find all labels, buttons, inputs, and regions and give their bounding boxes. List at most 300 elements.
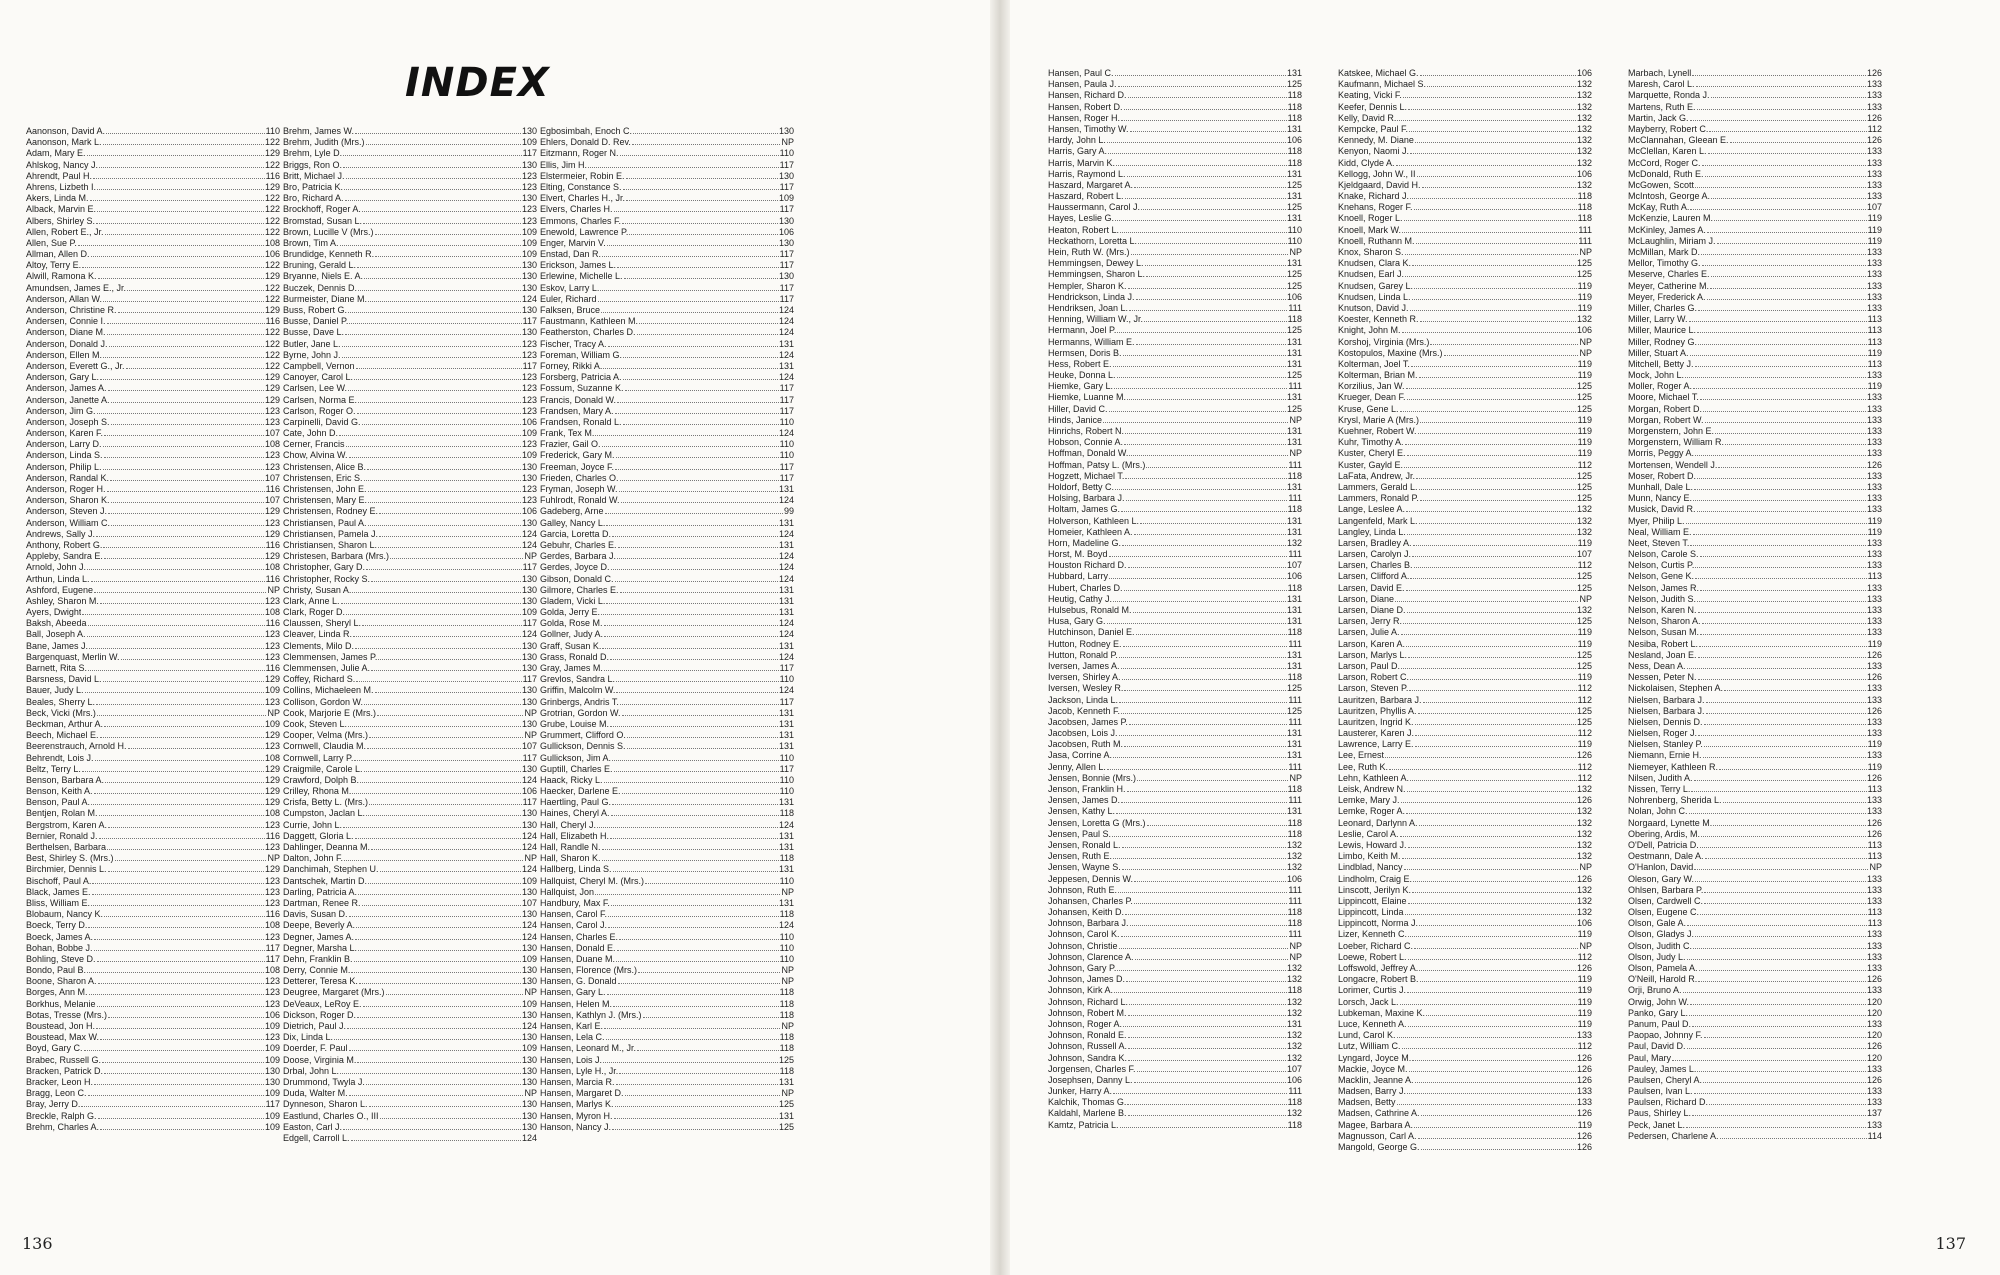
entry-name: Holsing, Barbara J.: [1048, 493, 1125, 504]
leader-dots: [1409, 131, 1576, 132]
leader-dots: [1686, 1127, 1866, 1128]
leader-dots: [82, 614, 264, 615]
leader-dots: [1129, 455, 1288, 456]
leader-dots: [1119, 657, 1286, 658]
leader-dots: [104, 457, 264, 458]
leader-dots: [102, 1062, 264, 1063]
index-entry: [1048, 527, 1302, 538]
entry-page: 124: [778, 618, 794, 629]
index-entry: [26, 160, 280, 171]
entry-name: Mangold, George G.: [1338, 1142, 1420, 1152]
entry-name: Olson, Gladys J.: [1628, 929, 1695, 940]
entry-page: 122: [264, 215, 280, 226]
entry-page: 122: [264, 193, 280, 204]
entry-page: 123: [264, 461, 280, 472]
entry-name: Larson, Diane: [1338, 593, 1395, 604]
entry-name: Morris, Peggy A.: [1628, 448, 1695, 459]
entry-name: Christensen, Rodney E.: [283, 506, 379, 517]
leader-dots: [1134, 903, 1287, 904]
leader-dots: [380, 871, 521, 872]
entry-name: Bentjen, Rolan M.: [26, 808, 98, 819]
leader-dots: [1692, 1115, 1866, 1116]
index-entry: [1048, 1120, 1302, 1131]
entry-name: Jensen, Ruth E.: [1048, 851, 1113, 862]
index-entry: [540, 1066, 794, 1077]
index-entry: [1338, 773, 1592, 784]
index-entry: [1338, 974, 1592, 985]
entry-page: 106: [1286, 873, 1302, 884]
index-entry: [1628, 672, 1882, 683]
entry-name: Hansen, Timothy W.: [1048, 123, 1129, 134]
entry-page: 118: [779, 853, 794, 864]
leader-dots: [379, 536, 521, 537]
index-entry: [1628, 929, 1882, 940]
entry-name: Hemmingsen, Sharon L.: [1048, 269, 1146, 280]
entry-name: Anderson, Allan W.: [26, 293, 103, 304]
index-entry: [540, 987, 794, 998]
leader-dots: [1695, 567, 1866, 568]
index-entry: [1048, 236, 1302, 247]
leader-dots: [614, 211, 779, 212]
entry-page: 130: [521, 159, 537, 170]
index-entry: [1048, 225, 1302, 236]
leader-dots: [618, 983, 781, 984]
entry-page: 133: [1866, 795, 1882, 806]
entry-page: 124: [778, 428, 794, 439]
leader-dots: [610, 659, 778, 660]
index-entry: [283, 898, 537, 909]
index-entry: [283, 271, 537, 282]
entry-name: Johnson, Clarence A.: [1048, 951, 1134, 962]
index-entry: [540, 999, 794, 1010]
leader-dots: [619, 491, 778, 492]
entry-name: Longacre, Robert B.: [1338, 974, 1419, 985]
index-entry: [1048, 146, 1302, 157]
entry-page: 109: [521, 237, 537, 248]
index-entry: [283, 193, 537, 204]
leader-dots: [87, 569, 264, 570]
entry-name: Knox, Sharon S.: [1338, 247, 1404, 257]
entry-page: 133: [1866, 694, 1882, 705]
entry-page: 130: [521, 305, 537, 315]
leader-dots: [115, 860, 267, 861]
leader-dots: [1129, 724, 1287, 725]
index-entry: [26, 238, 280, 249]
index-entry: [540, 450, 794, 461]
entry-page: 125: [778, 1054, 794, 1065]
leader-dots: [1427, 86, 1576, 87]
leader-dots: [1407, 534, 1576, 535]
index-entry: [1048, 1030, 1302, 1041]
entry-page: 123: [521, 405, 537, 416]
leader-dots: [103, 681, 264, 682]
entry-name: Ahrens, Lizbeth I.: [26, 181, 97, 192]
index-entry: [540, 876, 794, 887]
entry-name: Byrne, John J.: [283, 349, 341, 360]
entry-page: 126: [1866, 817, 1882, 828]
entry-page: 130: [521, 909, 537, 920]
entry-name: Garcia, Loretta D.: [540, 528, 612, 539]
entry-name: Larson, Paul D.: [1338, 660, 1401, 671]
entry-page: 133: [1866, 549, 1882, 560]
leader-dots: [623, 189, 779, 190]
entry-page: 130: [521, 1054, 537, 1065]
leader-dots: [625, 1095, 781, 1096]
index-entry: [283, 876, 537, 887]
entry-page: 129: [264, 383, 280, 394]
leader-dots: [627, 748, 778, 749]
leader-dots: [1406, 590, 1576, 591]
leader-dots: [1412, 892, 1576, 893]
leader-dots: [1699, 646, 1867, 647]
entry-page: 122: [264, 349, 280, 360]
entry-name: Collins, Michaeleen M.: [283, 685, 374, 696]
entry-page: 119: [1867, 526, 1882, 537]
leader-dots: [103, 446, 264, 447]
entry-page: 133: [1866, 985, 1882, 996]
index-entry: [1048, 706, 1302, 717]
leader-dots: [103, 547, 264, 548]
leader-dots: [343, 167, 521, 168]
leader-dots: [1140, 523, 1286, 524]
index-entry: [1048, 829, 1302, 840]
entry-page: 125: [1576, 470, 1592, 481]
index-entry: [1338, 683, 1592, 694]
entry-name: Claussen, Sheryl L.: [283, 618, 362, 629]
index-entry: [1628, 616, 1882, 627]
entry-page: 132: [1576, 817, 1592, 828]
entry-name: Canoyer, Carol L.: [283, 372, 354, 383]
leader-dots: [1695, 578, 1867, 579]
entry-page: 119: [1577, 414, 1592, 425]
leader-dots: [620, 704, 779, 705]
index-entry: [1048, 918, 1302, 929]
index-entry: [1338, 616, 1592, 627]
leader-dots: [1685, 377, 1866, 378]
index-entry: [1048, 650, 1302, 661]
leader-dots: [1704, 746, 1867, 747]
index-entry: [1628, 236, 1882, 247]
index-entry: [1338, 437, 1592, 448]
index-entry: [1338, 784, 1592, 795]
index-entry: [1628, 180, 1882, 191]
index-entry: [540, 1077, 794, 1088]
page-title: INDEX: [405, 60, 550, 106]
leader-dots: [1407, 1093, 1576, 1094]
entry-name: Ohlsen, Barbara P.: [1628, 884, 1704, 895]
index-entry: [283, 417, 537, 428]
leader-dots: [1134, 1082, 1286, 1083]
entry-name: Gollner, Judy A.: [540, 629, 604, 640]
leader-dots: [1411, 366, 1577, 367]
entry-name: Norgaard, Lynette M.: [1628, 817, 1713, 828]
index-entry: [1628, 829, 1882, 840]
entry-page: 126: [1576, 1074, 1592, 1085]
entry-page: 124: [521, 1132, 537, 1143]
index-entry: [283, 450, 537, 461]
entry-page: 123: [264, 450, 280, 461]
entry-page: 123: [264, 897, 280, 908]
leader-dots: [1412, 299, 1577, 300]
index-entry: [540, 126, 794, 137]
entry-name: Griffin, Malcolm W.: [540, 685, 616, 696]
entry-name: Kolterman, Brian M.: [1338, 370, 1418, 381]
leader-dots: [1705, 422, 1866, 423]
entry-name: Johansen, Keith D.: [1048, 907, 1125, 918]
entry-page: 130: [521, 193, 537, 204]
leader-dots: [1415, 746, 1577, 747]
leader-dots: [1141, 209, 1286, 210]
leader-dots: [1407, 399, 1576, 400]
leader-dots: [1389, 769, 1577, 770]
leader-dots: [342, 346, 521, 347]
leader-dots: [1723, 802, 1866, 803]
entry-page: 133: [1866, 884, 1882, 895]
entry-name: Anderson, Steven J.: [26, 506, 108, 517]
leader-dots: [1120, 232, 1287, 233]
entry-name: Korzilius, Jan W.: [1338, 381, 1405, 392]
index-entry: [283, 965, 537, 976]
leader-dots: [91, 581, 265, 582]
entry-page: 118: [779, 1032, 794, 1043]
entry-name: Black, James E.: [26, 886, 91, 897]
entry-page: 132: [1576, 895, 1592, 906]
index-entry: [540, 1032, 794, 1043]
entry-name: Kruse, Gene L.: [1338, 403, 1399, 414]
index-entry: [540, 898, 794, 909]
index-entry: [1628, 974, 1882, 985]
entry-name: Leslie, Carol A.: [1338, 828, 1399, 839]
leader-dots: [604, 1028, 780, 1029]
index-entry: [26, 484, 280, 495]
index-entry: [1338, 213, 1592, 224]
entry-page: 132: [1576, 784, 1592, 794]
index-entry: [1338, 135, 1592, 146]
index-entry: [283, 999, 537, 1010]
leader-dots: [1414, 209, 1577, 210]
entry-name: Neet, Steven T.: [1628, 537, 1690, 548]
index-entry: [1048, 639, 1302, 650]
leader-dots: [364, 771, 521, 772]
entry-name: Bohling, Steve D.: [26, 953, 96, 964]
leader-dots: [348, 726, 521, 727]
entry-name: Miller, Charles G.: [1628, 302, 1698, 313]
entry-name: Duda, Walter M.: [283, 1088, 348, 1099]
entry-page: 133: [1866, 146, 1882, 157]
index-entry: [1628, 1131, 1882, 1142]
entry-name: Nohrenberg, Sherida L.: [1628, 795, 1722, 806]
entry-page: NP: [267, 584, 280, 595]
leader-dots: [1683, 992, 1866, 993]
entry-page: NP: [1289, 247, 1302, 257]
entry-page: 131: [778, 640, 794, 651]
leader-dots: [1401, 634, 1577, 635]
entry-name: Blobaum, Nancy K.: [26, 909, 104, 920]
index-entry: [1628, 1019, 1882, 1030]
leader-dots: [1402, 858, 1576, 859]
entry-name: Crilley, Rhona M.: [283, 786, 352, 797]
index-entry: [540, 842, 794, 853]
index-entry: [26, 439, 280, 450]
entry-page: 131: [778, 584, 794, 595]
leader-dots: [81, 1106, 264, 1107]
index-entry: [1628, 113, 1882, 124]
index-entry: [540, 428, 794, 439]
index-entry: [1338, 493, 1592, 504]
entry-name: Deepe, Beverly A.: [283, 920, 356, 931]
index-entry: [1048, 1108, 1302, 1119]
entry-name: Lyngard, Joyce M.: [1338, 1052, 1412, 1063]
entry-name: Anderson, Gary L.: [26, 372, 100, 383]
leader-dots: [1404, 220, 1577, 221]
entry-page: 118: [1287, 101, 1302, 112]
entry-page: 109: [521, 1043, 537, 1054]
entry-name: Appleby, Sandra E.: [26, 551, 103, 562]
entry-name: Christensen, Alice B.: [283, 461, 367, 472]
entry-name: Martin, Jack G.: [1628, 112, 1689, 123]
entry-name: Pauley, James L.: [1628, 1063, 1697, 1074]
entry-name: Johnson, Roger A.: [1048, 1018, 1123, 1029]
index-entry: [1048, 426, 1302, 437]
entry-name: Guptill, Charles E.: [540, 763, 613, 774]
entry-page: 110: [779, 774, 794, 785]
index-entry: [1048, 516, 1302, 527]
index-entry: [540, 920, 794, 931]
entry-name: Jensen, Ronald L.: [1048, 839, 1121, 850]
index-entry: [26, 137, 280, 148]
index-entry: [540, 540, 794, 551]
entry-name: Clark, Roger D.: [283, 607, 346, 618]
entry-name: Edgell, Carroll L.: [283, 1132, 350, 1143]
entry-name: Hinrichs, Robert N.: [1048, 426, 1125, 436]
leader-dots: [1418, 713, 1576, 714]
index-entry: [283, 484, 537, 495]
index-entry: [283, 1010, 537, 1021]
entry-page: 133: [1866, 1018, 1882, 1029]
entry-page: 133: [1866, 426, 1882, 436]
entry-page: 110: [779, 450, 794, 461]
leader-dots: [1415, 735, 1577, 736]
leader-dots: [95, 760, 264, 761]
entry-name: Doerder, F. Paul: [283, 1043, 348, 1054]
entry-page: 126: [1576, 963, 1592, 973]
leader-dots: [1128, 1060, 1286, 1061]
index-entry: [1338, 963, 1592, 974]
entry-page: NP: [781, 965, 794, 976]
entry-name: Johnson, Ruth E.: [1048, 884, 1118, 895]
index-entry: [1338, 1030, 1592, 1041]
entry-name: Iversen, Shirley A.: [1048, 672, 1121, 683]
entry-page: 132: [1286, 1052, 1302, 1063]
entry-name: Panum, Paul D.: [1628, 1018, 1692, 1029]
entry-name: Dartman, Renee R.: [283, 897, 361, 908]
leader-dots: [1118, 86, 1286, 87]
entry-name: McCord, Roger C.: [1628, 157, 1701, 168]
entry-page: 124: [778, 819, 794, 830]
entry-name: Jensen, Loretta G (Mrs.): [1048, 817, 1146, 828]
entry-page: 130: [521, 808, 537, 819]
entry-name: Butler, Jane L.: [283, 338, 341, 349]
index-entry: [1338, 1041, 1592, 1052]
entry-page: 132: [1576, 907, 1592, 918]
entry-page: 132: [1576, 135, 1592, 146]
entry-name: Horst, M. Boyd: [1048, 549, 1108, 560]
leader-dots: [349, 323, 521, 324]
entry-name: Briggs, Ron O.: [283, 159, 343, 170]
index-entry: [1048, 695, 1302, 706]
entry-name: Busse, Dave L.: [283, 327, 345, 338]
leader-dots: [96, 1028, 264, 1029]
leader-dots: [94, 950, 265, 951]
index-entry: [1628, 1086, 1882, 1097]
entry-name: Bergstrom, Karen A.: [26, 819, 108, 830]
entry-page: 132: [1286, 537, 1302, 548]
entry-name: Christensen, Mary E.: [283, 495, 368, 506]
entry-page: 124: [521, 830, 537, 841]
entry-page: 109: [264, 718, 280, 729]
entry-page: 133: [1576, 1030, 1592, 1041]
entry-name: Crisfa, Betty L. (Mrs.): [283, 797, 369, 808]
index-entry: [283, 350, 537, 361]
entry-page: NP: [1289, 414, 1302, 425]
entry-page: 131: [1286, 358, 1302, 369]
entry-name: Nielsen, Stanley P.: [1628, 739, 1703, 750]
entry-name: Grinbergs, Andris T.: [540, 696, 619, 707]
entry-page: 109: [521, 998, 537, 1009]
leader-dots: [349, 1095, 524, 1096]
entry-name: Bracken, Patrick D.: [26, 1065, 104, 1076]
index-entry: [283, 540, 537, 551]
leader-dots: [1419, 825, 1576, 826]
entry-name: Adam, Mary E.: [26, 148, 86, 159]
entry-page: 133: [1866, 873, 1882, 884]
entry-name: Kellogg, John W., II: [1338, 168, 1416, 179]
leader-dots: [1127, 791, 1287, 792]
entry-page: 118: [779, 998, 794, 1009]
entry-name: Ashford, Eugene: [26, 584, 94, 595]
entry-page: 112: [1577, 1041, 1592, 1052]
entry-name: Hutchinson, Daniel E.: [1048, 627, 1135, 638]
index-entry: [1338, 907, 1592, 918]
entry-name: Johnson, Sandra K.: [1048, 1052, 1128, 1063]
entry-page: 106: [1286, 571, 1302, 582]
leader-dots: [1430, 344, 1578, 345]
entry-name: Cook, Steven L.: [283, 718, 348, 729]
entry-page: 111: [1288, 638, 1302, 649]
entry-name: Graff, Susan K.: [540, 640, 602, 651]
entry-page: 110: [779, 786, 794, 797]
index-column-5: [1338, 68, 1592, 1153]
entry-name: Lubkeman, Maxine K.: [1338, 1007, 1426, 1018]
leader-dots: [612, 760, 779, 761]
leader-dots: [1420, 75, 1576, 76]
index-entry: [283, 518, 537, 529]
leader-dots: [1711, 276, 1866, 277]
entry-page: 119: [1867, 213, 1882, 224]
entry-name: Ahlskog, Nancy J.: [26, 159, 99, 170]
leader-dots: [107, 323, 265, 324]
index-entry: [283, 741, 537, 752]
entry-page: 133: [1576, 1097, 1592, 1108]
index-entry: [283, 1122, 537, 1133]
entry-page: 129: [264, 528, 280, 539]
index-entry: [1628, 695, 1882, 706]
entry-page: 129: [264, 305, 280, 315]
index-entry: [540, 1021, 794, 1032]
index-entry: [1338, 594, 1592, 605]
index-entry: [26, 898, 280, 909]
entry-name: O'Hanlon, David: [1628, 862, 1694, 873]
